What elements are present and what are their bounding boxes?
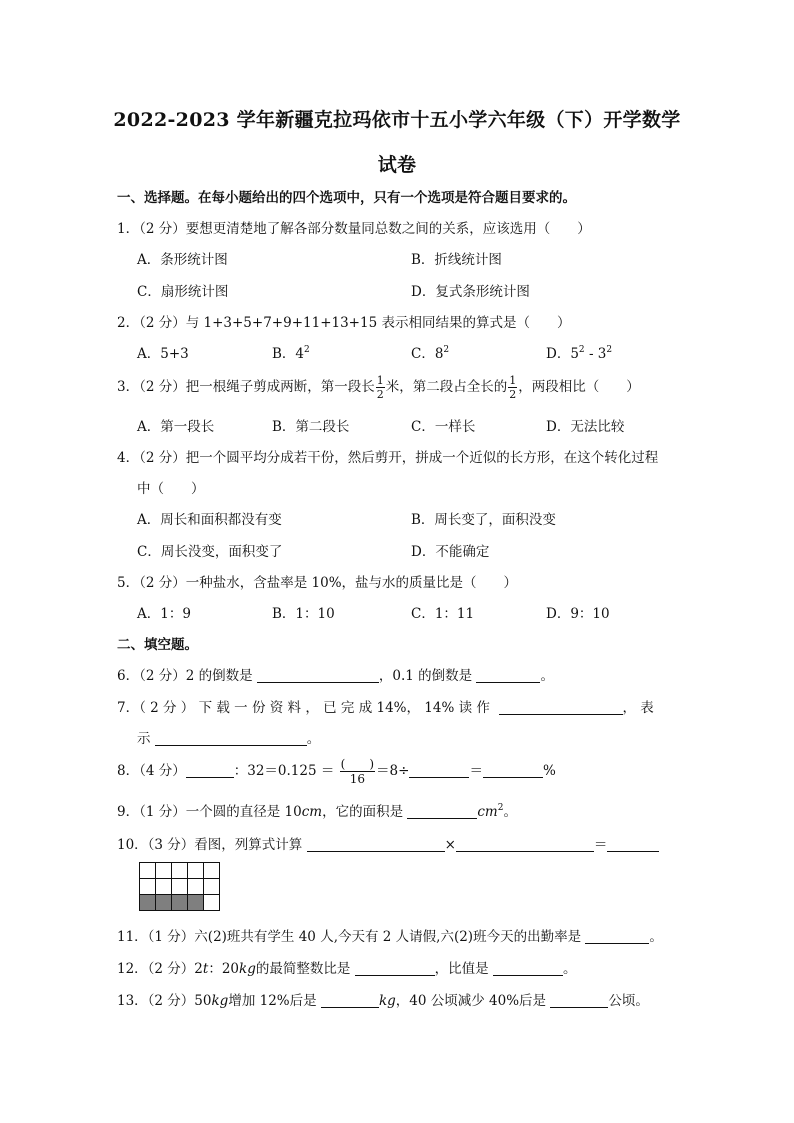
q10-grid-figure	[139, 862, 220, 911]
q7-answer-blank-1[interactable]	[499, 700, 623, 715]
q8-answer-blank-2[interactable]	[409, 763, 469, 778]
q5-option-d: D．9：10	[546, 606, 610, 622]
q1-option-d: D．复式条形统计图	[411, 284, 530, 300]
question-9: 9．（1 分）一个圆的直径是 10cm，它的面积是 $cm^2$。	[117, 803, 517, 820]
q8-fraction: $\frac{( )}{16}$	[340, 757, 375, 786]
question-4-line1: 4．（2 分）把一个圆平均分成若干份，然后剪开，拼成一个近似的长方形，在这个转化过程	[117, 450, 659, 466]
question-3: 3．（2 分）把一根绳子剪成两断，第一段长 $\frac{1}{2}$ 米，第二段占全长的 $\frac{1}{2}$ ，两段相比（ ）	[117, 374, 640, 401]
question-6: 6．（2 分）2 的倒数是 ，0.1 的倒数是 。	[117, 668, 554, 684]
question-13: 13．（2 分）50kg增加 12%后是 kg，40 公顷减少 40%后是 公顷。	[117, 993, 649, 1009]
exam-title-line2: 试卷	[377, 154, 417, 176]
q4-option-c: C．周长没变，面积变了	[137, 544, 283, 560]
q2-option-d: D．$5^2 - 3^2$	[546, 345, 613, 362]
q6-answer-blank-1[interactable]	[257, 668, 379, 683]
exam-title-line1: 2022-2023 学年新疆克拉玛依市十五小学六年级（下）开学数学	[113, 109, 681, 131]
q2-option-a: A．5+3	[137, 346, 189, 362]
q11-answer-blank[interactable]	[585, 929, 649, 944]
q3-option-b: B．第二段长	[272, 419, 350, 435]
q1-option-b: B．折线统计图	[411, 252, 502, 268]
q4-option-d: D．不能确定	[411, 544, 490, 560]
question-4-line2: 中（ ）	[137, 481, 205, 497]
question-10: 10．（3 分）看图，列算式计算 × ＝	[117, 833, 659, 853]
fraction-one-half-total: $\frac{1}{2}$	[509, 374, 517, 401]
q9-answer-blank[interactable]	[407, 804, 477, 819]
q10-answer-blank-2[interactable]	[456, 837, 594, 852]
q12-answer-blank-1[interactable]	[355, 961, 435, 976]
q4-option-b: B．周长变了，面积没变	[411, 512, 556, 528]
q5-option-b: B．1：10	[272, 606, 335, 622]
question-12: 12．（2 分）2t：20kg的最简整数比是 ，比值是 。	[117, 961, 577, 977]
q2-option-c: C．$8^2$	[411, 345, 450, 362]
q4-option-a: A．周长和面积都没有变	[137, 512, 282, 528]
q5-option-a: A．1：9	[137, 606, 191, 622]
q10-answer-blank-3[interactable]	[607, 837, 659, 852]
q3-option-a: A．第一段长	[137, 419, 215, 435]
section-heading-choice: 一、选择题。在每小题给出的四个选项中，只有一个选项是符合题目要求的。	[117, 190, 576, 206]
q6-answer-blank-2[interactable]	[476, 668, 540, 683]
q13-answer-blank-2[interactable]	[550, 993, 608, 1008]
question-11: 11．（1 分）六(2)班共有学生 40 人,今天有 2 人请假,六(2)班今天的出勤率是 。	[117, 929, 663, 945]
question-5: 5．（2 分）一种盐水，含盐率是 10%，盐与水的质量比是（ ）	[117, 575, 518, 591]
q12-answer-blank-2[interactable]	[493, 961, 563, 976]
q13-answer-blank-1[interactable]	[321, 993, 379, 1008]
section-heading-fill: 二、填空题。	[117, 637, 198, 653]
fraction-one-half-meter: $\frac{1}{2}$	[376, 374, 384, 401]
q1-option-a: A．条形统计图	[137, 252, 228, 268]
q8-answer-blank-3[interactable]	[483, 763, 543, 778]
q10-answer-blank-1[interactable]	[307, 837, 445, 852]
q5-option-c: C．1：11	[411, 606, 475, 622]
q3-option-d: D．无法比较	[546, 419, 625, 435]
q2-option-b: B．$4^2$	[272, 345, 310, 362]
question-2: 2．（2 分）与 1+3+5+7+9+11+13+15 表示相同结果的算式是（ ）	[117, 315, 571, 331]
q8-answer-blank-1[interactable]	[186, 763, 234, 778]
q3-option-c: C．一样长	[411, 419, 476, 435]
question-8: 8．（4 分） ：32＝0.125 ＝ $\frac{( )}{16}$ ＝8÷ ＝ %	[117, 757, 556, 786]
question-1: 1．（2 分）要想更清楚地了解各部分数量同总数之间的关系，应该选用（ ）	[117, 221, 591, 237]
q7-answer-blank-2[interactable]	[155, 731, 307, 746]
question-7-line1: 7．（ 2 分 ） 下 载 一 份 资 料 ， 已 完 成 14%， 14% 读 作 ， 表	[117, 700, 654, 716]
question-7-line2: 示 。	[137, 731, 321, 747]
q1-option-c: C．扇形统计图	[137, 284, 229, 300]
